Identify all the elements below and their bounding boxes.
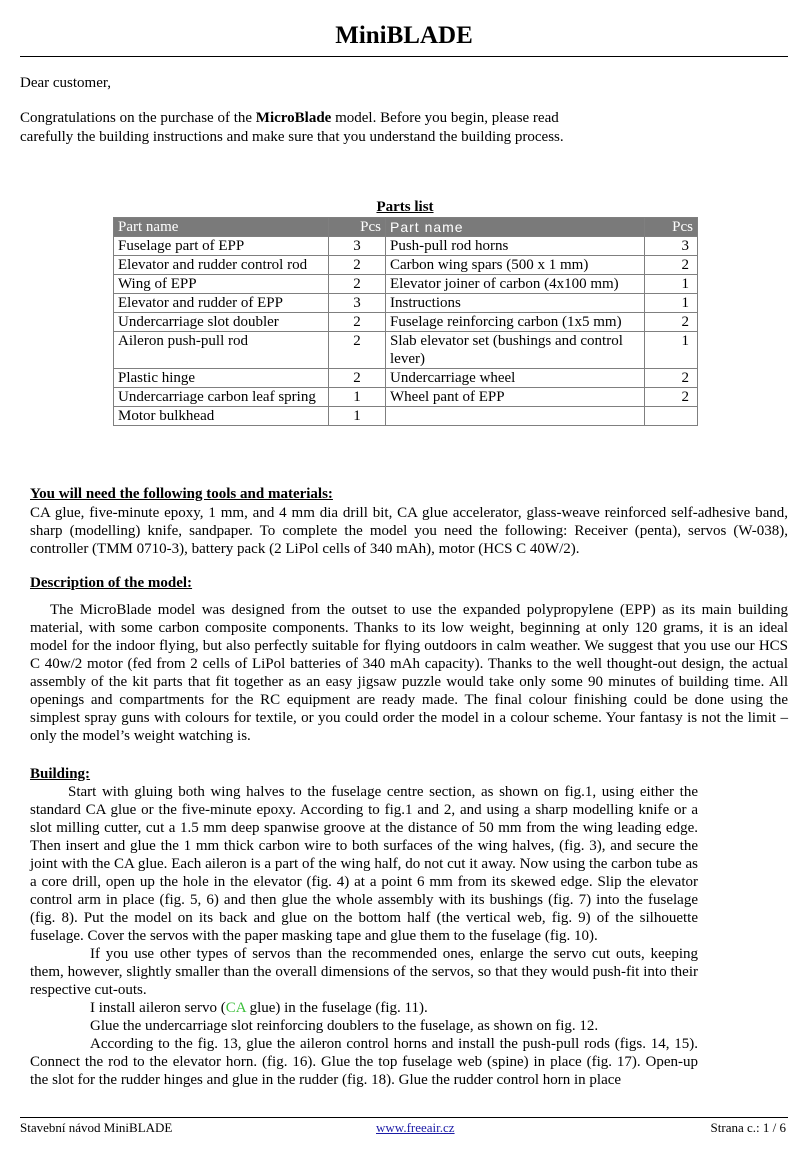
part-name-cell: Undercarriage wheel [386, 369, 645, 388]
building-paragraph-5: According to the fig. 13, glue the aileron control horns and install the push-pull rods (figs. 14, 15). Connect the rod to the elevator horn. (fig. 16). Glue the top fuselage web (spine) in place (fig. 17). Open-up the slot for the rudder hinges and glue in the rudder (fig. 18). Glue the rudder control horn in place [30, 1036, 698, 1088]
tools-heading: You will need the following tools and materials: [30, 486, 333, 502]
building-paragraph-2: If you use other types of servos than the recommended ones, enlarge the servo cut outs, keeping them, however, slightly smaller than the overall dimensions of the servos, so that they would push-fit into their respective cut-outs. [30, 946, 698, 998]
part-name-cell: Instructions [386, 294, 645, 313]
building-paragraph-1: Start with gluing both wing halves to the fuselage centre section, as shown on fig.1, using either the standard CA glue or the five-minute epoxy. According to fig.1 and 2, and using a sharp modelling knife or a slot milling cutter, cut a 1.5 mm deep spanwise groove at the distance of 50 mm from the wing leading edge. Then insert and glue the 1 mm thick carbon wire to both surfaces of the wing halves, (fig. 3), and secure the joint with the CA glue. Each aileron is a part of the wing half, do not cut it away. Now using the carbon tube as a core drill, open up the hole in the elevator (fig. 4) at a point 6 mm from its skewed edge. Slip the elevator control arm in place (fig. 5, 6) and then glue the whole assembly with its bushings (fig. 7) into the fuselage (fig. 8). Put the model on its back and glue on the bottom half (the vertical web, fig. 9) of the silhouette fuselage. Cover the servos with the paper masking tape and glue them to the fuselage (fig. 10). [30, 784, 698, 944]
header-part-name-left: Part name [114, 218, 329, 237]
part-pcs-cell: 1 [645, 294, 698, 313]
description-text: The MicroBlade model was designed from the outset to use the expanded polypropylene (EPP) as its main building material, with some carbon composite components. Thanks to its low weight, beginning at only 120 grams, it is an ideal model for the indoor flying, but also perfectly suitable for flying outdoors in calm weather. We suggest that you use our HCS C 40w/2 motor (fed from 2 cells of LiPol batteries of 340 mAh capacity). Thanks to the well thought-out design, the actual assembly of the kit parts that fit together as an easy jigsaw puzzle would take only some 90 minutes of building time. All openings and compartments for the RC equipment are ready made. The final colour finishing could be done using the simplest spray guns with colours for textile, or you could order the model in a colour scheme. Your fantasy is not the limit – only the model’s weight watching is. [30, 602, 788, 744]
part-pcs-cell: 2 [329, 332, 386, 369]
part-name-cell: Elevator and rudder of EPP [114, 294, 329, 313]
footer-document-name: Stavební návod MiniBLADE [20, 1120, 173, 1135]
part-name-cell: Wheel pant of EPP [386, 388, 645, 407]
part-name-cell: Wing of EPP [114, 275, 329, 294]
part-pcs-cell: 3 [645, 237, 698, 256]
part-name-cell: Carbon wing spars (500 x 1 mm) [386, 256, 645, 275]
part-name-cell: Elevator joiner of carbon (4x100 mm) [386, 275, 645, 294]
intro-text-before: Congratulations on the purchase of the [20, 110, 256, 126]
part-name-cell [386, 407, 645, 426]
part-pcs-cell: 2 [645, 313, 698, 332]
part-pcs-cell: 1 [329, 388, 386, 407]
parts-list-title: Parts list [376, 199, 434, 215]
part-name-cell: Push-pull rod horns [386, 237, 645, 256]
parts-row [114, 256, 698, 275]
parts-row [114, 294, 698, 313]
part-name-cell: Undercarriage slot doubler [114, 313, 329, 332]
p3-highlight: CA [225, 1000, 246, 1016]
part-name-cell: Elevator and rudder control rod [114, 256, 329, 275]
part-pcs-cell: 1 [645, 275, 698, 294]
footer-page-number: Strana c.: 1 / 6 [710, 1120, 786, 1135]
part-name-cell: Fuselage part of EPP [114, 237, 329, 256]
building-heading: Building: [30, 766, 91, 782]
intro-paragraph [20, 109, 580, 147]
part-pcs-cell: 2 [645, 256, 698, 275]
parts-row [114, 332, 698, 369]
parts-row [114, 407, 698, 426]
parts-row [114, 369, 698, 388]
header-pcs-right: Pcs [645, 218, 698, 237]
part-pcs-cell: 2 [329, 313, 386, 332]
header-part-name-right: Part name [386, 218, 645, 237]
p3-text-after: glue) in the fuselage (fig. 11). [245, 1000, 428, 1016]
footer-website-link[interactable]: www.freeair.cz [376, 1120, 455, 1135]
part-pcs-cell: 3 [329, 237, 386, 256]
part-pcs-cell: 2 [329, 256, 386, 275]
part-pcs-cell: 1 [329, 407, 386, 426]
parts-row [114, 388, 698, 407]
parts-header-row [114, 218, 698, 237]
part-name-cell: Undercarriage carbon leaf spring [114, 388, 329, 407]
building-paragraph-3 [30, 999, 698, 1017]
part-pcs-cell: 2 [645, 369, 698, 388]
part-name-cell: Fuselage reinforcing carbon (1x5 mm) [386, 313, 645, 332]
model-name: MicroBlade [255, 110, 332, 126]
part-pcs-cell [645, 407, 698, 426]
header-pcs-left: Pcs [329, 218, 386, 237]
intro-text-after: model. Before you begin, please read carefully the building instructions and make sure that you understand the building process. [20, 110, 564, 145]
part-pcs-cell: 1 [645, 332, 698, 369]
part-pcs-cell: 2 [329, 369, 386, 388]
part-name-cell: Aileron push-pull rod [114, 332, 329, 369]
p3-text-before: I install aileron servo ( [90, 1000, 226, 1016]
greeting: Dear customer, [20, 75, 112, 91]
parts-table [113, 217, 698, 426]
parts-row [114, 275, 698, 294]
part-name-cell: Slab elevator set (bushings and control lever) [386, 332, 645, 369]
parts-row [114, 237, 698, 256]
part-name-cell: Plastic hinge [114, 369, 329, 388]
header-divider [20, 56, 788, 57]
parts-table-body [114, 237, 698, 426]
building-paragraph-4: Glue the undercarriage slot reinforcing doublers to the fuselage, as shown on fig. 12. [90, 1018, 599, 1034]
tools-text: CA glue, five-minute epoxy, 1 mm, and 4 mm dia drill bit, CA glue accelerator, glass-weave reinforced self-adhesive band, sharp (modelling) knife, sandpaper. To complete the model you need the following: Receiver (penta), servos (W-038), controller (TMM 0710-3), battery pack (2 LiPol cells of 340 mAh), motor (HCS C 40W/2). [30, 505, 788, 557]
description-heading: Description of the model: [30, 575, 193, 591]
part-pcs-cell: 2 [329, 275, 386, 294]
building-section [30, 783, 698, 1089]
part-name-cell: Motor bulkhead [114, 407, 329, 426]
page-title: MiniBLADE [335, 22, 473, 49]
footer-divider [20, 1117, 788, 1118]
part-pcs-cell: 2 [645, 388, 698, 407]
part-pcs-cell: 3 [329, 294, 386, 313]
parts-row [114, 313, 698, 332]
